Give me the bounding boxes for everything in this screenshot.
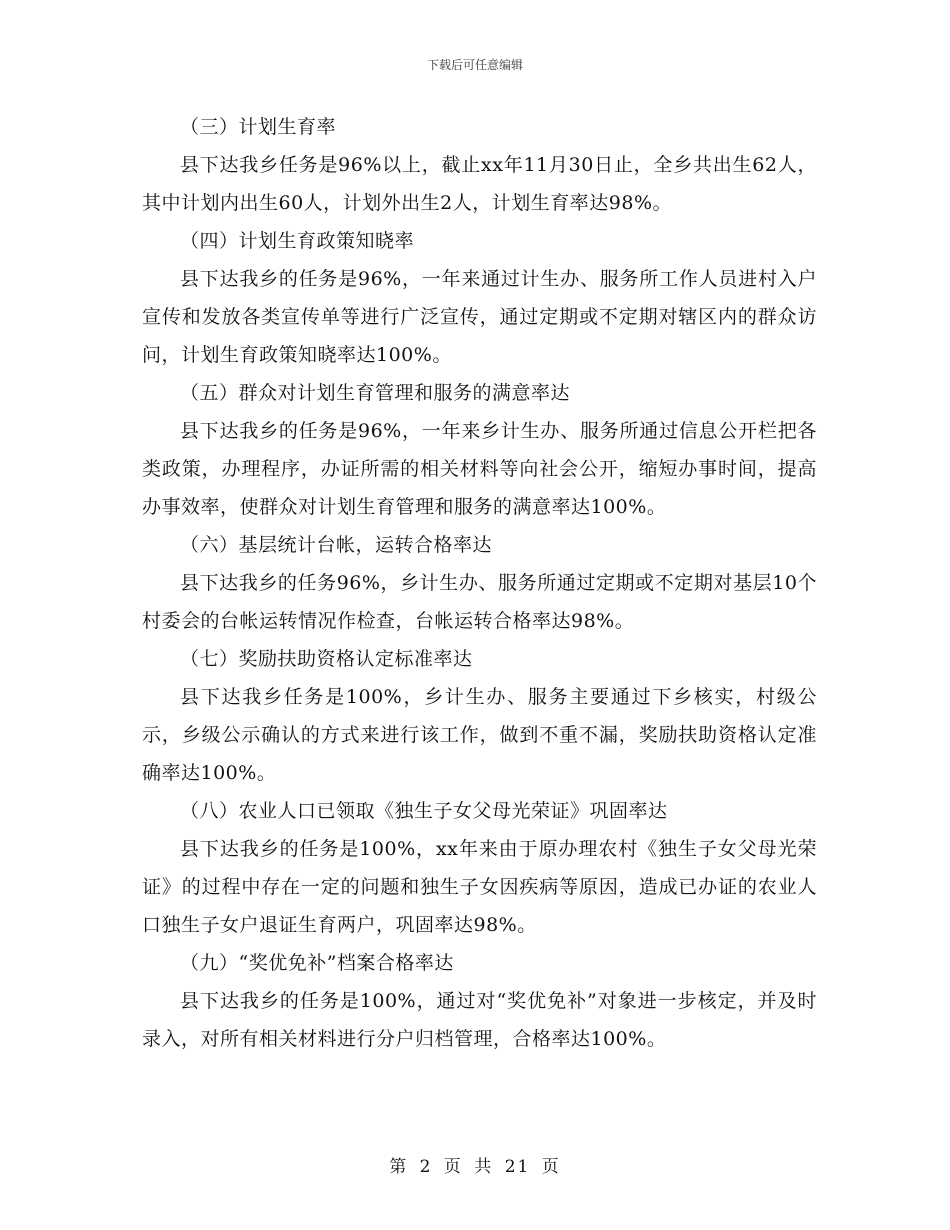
section-heading: （八）农业人口已领取《独生子女父母光荣证》巩固率达 [180, 800, 668, 822]
section-heading: （四）计划生育政策知晓率 [180, 230, 415, 252]
section-paragraph: 县下达我乡的任务是100%，xx年来由于原办理农村《独生子女父母光荣证》的过程中存在一定的问题和独生子女因疾病等原因，造成已办证的农业人口独生子女户退证生育两户，巩固率达98%。 [142, 838, 817, 936]
page-footer: 第 2 页 共 21 页 [389, 1157, 561, 1177]
section-heading: （九）“奖优免补”档案合格率达 [180, 952, 454, 974]
section-heading: （六）基层统计台帐，运转合格率达 [180, 534, 493, 556]
section-paragraph: 县下达我乡的任务96%，乡计生办、服务所通过定期或不定期对基层10个村委会的台帐运转情况作检查，台帐运转合格率达98%。 [142, 572, 817, 632]
section-paragraph: 县下达我乡任务是100%，乡计生办、服务主要通过下乡核实，村级公示，乡级公示确认的方式来进行该工作，做到不重不漏，奖励扶助资格认定准确率达100%。 [142, 686, 817, 784]
document-body [142, 108, 817, 1058]
section-paragraph: 县下达我乡的任务是96%，一年来通过计生办、服务所工作人员进村入户宣传和发放各类宣传单等进行广泛宣传，通过定期或不定期对辖区内的群众访问，计划生育政策知晓率达100%。 [142, 268, 817, 366]
section-paragraph: 县下达我乡的任务是96%，一年来乡计生办、服务所通过信息公开栏把各类政策，办理程序，办证所需的相关材料等向社会公开，缩短办事时间，提高办事效率，使群众对计划生育管理和服务的满意率达100%。 [142, 420, 817, 518]
section-paragraph: 县下达我乡的任务是100%，通过对“奖优免补”对象进一步核定，并及时录入，对所有相关材料进行分户归档管理，合格率达100%。 [142, 990, 817, 1050]
page-header: 下载后可任意编辑 [426, 58, 523, 72]
section-heading: （七）奖励扶助资格认定标准率达 [180, 648, 473, 670]
section-heading: （三）计划生育率 [180, 116, 337, 138]
section-paragraph: 县下达我乡任务是96%以上，截止xx年11月30日止，全乡共出生62人，其中计划内出生60人，计划外出生2人，计划生育率达98%。 [142, 154, 817, 214]
section-heading: （五）群众对计划生育管理和服务的满意率达 [180, 382, 571, 404]
